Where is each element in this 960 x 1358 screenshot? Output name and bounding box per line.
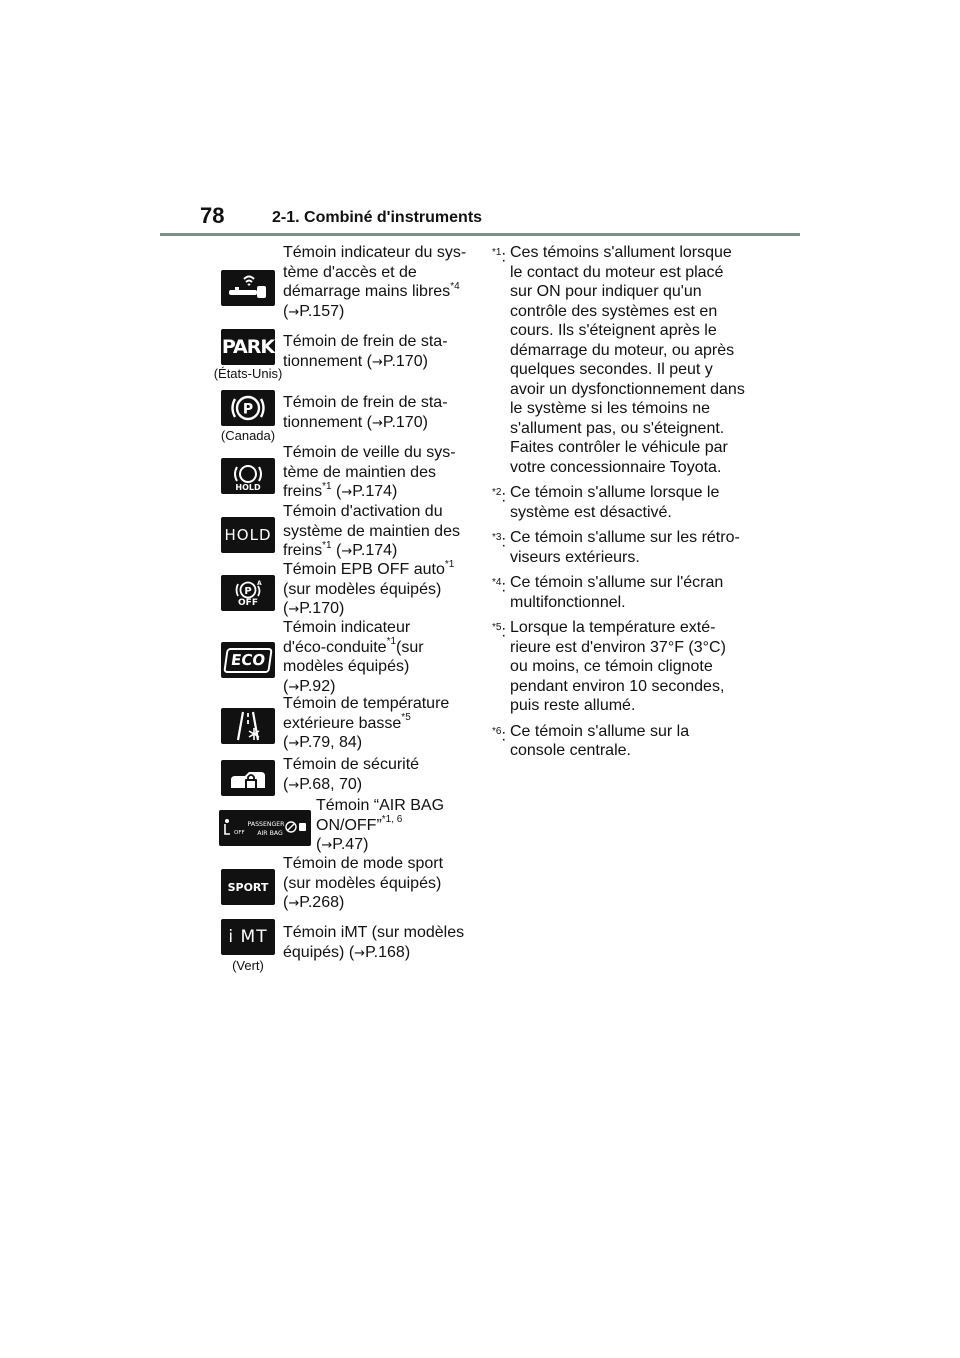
footnote-2: $^{*2}$: Ce témoin s'allume lorsque le système est désactivé. xyxy=(492,484,720,521)
low-temp-icon xyxy=(221,708,275,744)
caption-green: (Vert) xyxy=(232,958,264,973)
indicator-desc-airbag: Témoin “AIR BAG ON/OFF”$^{*1, 6}$ (→P.47) xyxy=(316,797,445,853)
indicator-desc-epb: Témoin EPB OFF auto$^{*1}$ (sur modèles équipés) (→P.170) xyxy=(283,558,455,617)
footnote-5: $^{*5}$: Lorsque la température exté- rieure est d'environ 37°F (3°C) ou moins, ce témoin clignote pendant environ 10 secondes, puis reste allumé. xyxy=(492,619,726,714)
eco-icon: ECO xyxy=(221,642,275,678)
footnote-1: $^{*1}$: Ces témoins s'allument lorsque le contact du moteur est placé sur ON pour indiquer qu'un contrôle des systèmes est en cours. Ils s'éteignent après le démarrage du moteur, ou après quelques secondes. Il peut y avoir un dysfonctionnement dans le système si les témoins ne s'allument pas, ou s'éteignent. Faites contrôler le véhicule par votre concessionnaire Toyota. xyxy=(492,244,745,476)
imt-icon: i MT xyxy=(221,919,275,955)
header-rule xyxy=(160,233,800,236)
footnote-6: $^{*6}$: Ce témoin s'allume sur la console centrale. xyxy=(492,722,690,759)
indicator-desc-eco: Témoin indicateur d'éco-conduite$^{*1}$(sur modèles équipés) (→P.92) xyxy=(283,619,424,695)
footnote-3: $^{*3}$: Ce témoin s'allume sur les rétro- viseurs extérieurs. xyxy=(492,529,740,566)
security-icon xyxy=(221,760,275,796)
airbag-label: AIR BAG xyxy=(257,830,283,837)
svg-text:P: P xyxy=(242,401,254,418)
parking-p-icon xyxy=(221,390,275,426)
indicator-desc-sport: Témoin de mode sport (sur modèles équipés) (→P.268) xyxy=(283,855,444,911)
indicator-desc-park: Témoin de frein de sta- tionnement (→P.170) xyxy=(283,333,448,370)
airbag-icon xyxy=(219,810,311,846)
indicator-desc-parking-p: Témoin de frein de sta- tionnement (→P.170) xyxy=(283,394,448,431)
airbag-passenger-label: PASSENGER xyxy=(247,821,285,828)
park-text-icon: PARK xyxy=(221,329,275,365)
indicator-desc-low-temp: Témoin de température extérieure basse$^{*5}$ (→P.79, 84) xyxy=(283,695,450,751)
footnote-4: $^{*4}$: Ce témoin s'allume sur l'écran multifonctionnel. xyxy=(492,574,724,611)
svg-text:P: P xyxy=(244,586,252,597)
svg-text:A: A xyxy=(257,580,262,587)
section-title: 2-1. Combiné d'instruments xyxy=(272,209,483,226)
caption-canada: (Canada) xyxy=(220,428,276,443)
indicator-desc-smart-key: Témoin indicateur du sys- tème d'accès et de démarrage mains libres$^{*4}$ (→P.157) xyxy=(283,244,467,320)
hold-active-icon: HOLD xyxy=(221,517,275,553)
indicator-desc-imt: Témoin iMT (sur modèles équipés) (→P.168) xyxy=(283,924,465,961)
smart-key-icon xyxy=(221,270,275,306)
page-number: 78 xyxy=(200,203,225,228)
indicator-desc-hold-active: Témoin d'activation du système de maintien des freins$^{*1}$ (→P.174) xyxy=(283,503,460,559)
caption-usa: (États-Unis) xyxy=(213,366,283,381)
svg-text:OFF: OFF xyxy=(234,830,245,836)
sport-icon: SPORT xyxy=(221,869,275,905)
hold-standby-icon: HOLD xyxy=(221,458,275,494)
epb-auto-off-icon: P A OFF xyxy=(221,575,275,611)
indicator-desc-security: Témoin de sécurité (→P.68, 70) xyxy=(283,756,420,793)
footnotes xyxy=(492,243,762,767)
indicator-desc-hold-standby: Témoin de veille du sys- tème de maintien des freins$^{*1}$ (→P.174) xyxy=(283,444,456,500)
